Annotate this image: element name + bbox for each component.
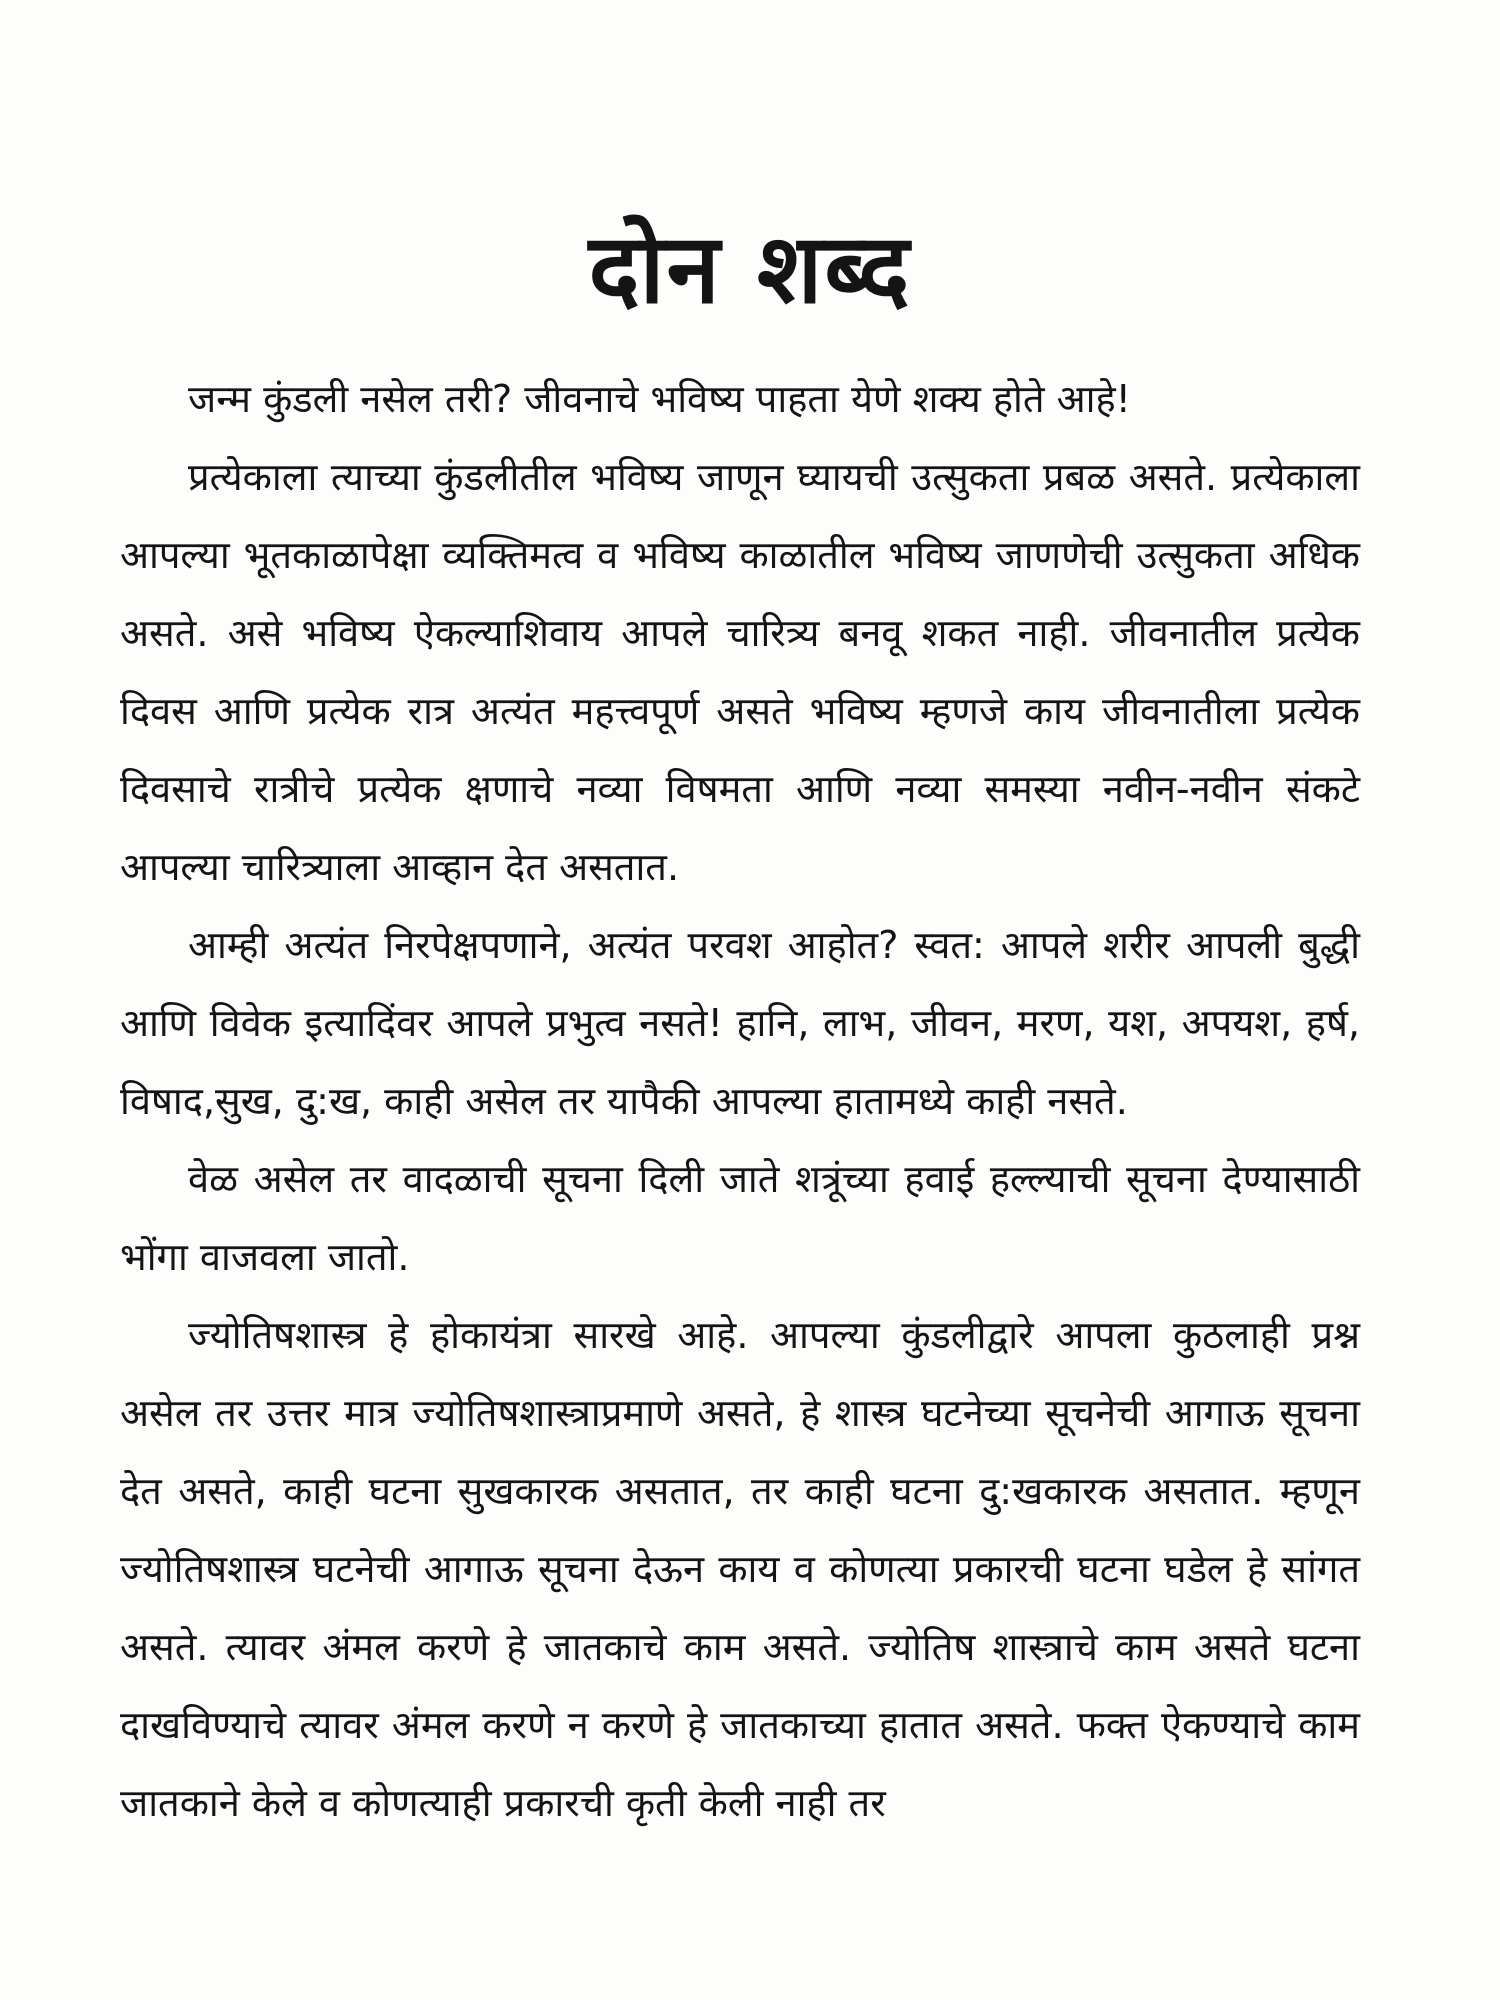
paragraph-4: वेळ असेल तर वादळाची सूचना दिली जाते शत्रूंच्या हवाई हल्ल्याची सूचना देण्यासाठी भोंगा वाजवला जातो. — [120, 1157, 1360, 1279]
page-title: दोन शब्द — [588, 213, 912, 326]
body-text — [120, 360, 1360, 1842]
paragraph-3: आम्ही अत्यंत निरपेक्षपणाने, अत्यंत परवश आहोत? स्वत: आपले शरीर आपली बुद्धी आणि विवेक इत्यादिंवर आपले प्रभुत्व नसते! हानि, लाभ, जीवन, मरण, यश, अपयश, हर्ष, विषाद,सुख, दु:ख, काही असेल तर यापैकी आपल्या हातामध्ये काही नसते. — [120, 923, 1360, 1123]
paragraph-5: ज्योतिषशास्त्र हे होकायंत्रा सारखे आहे. आपल्या कुंडलीद्वारे आपला कुठलाही प्रश्न असेल तर उत्तर मात्र ज्योतिषशास्त्राप्रमाणे असते, हे शास्त्र घटनेच्या सूचनेची आगाऊ सूचना देत असते, काही घटना सुखकारक असतात, तर काही घटना दु:खकारक असतात. म्हणून ज्योतिषशास्त्र घटनेची आगाऊ सूचना देऊन काय व कोणत्या प्रकारची घटना घडेल हे सांगत असते. त्यावर अंमल करणे हे जातकाचे काम असते. ज्योतिष शास्त्राचे काम असते घटना दाखविण्याचे त्यावर अंमल करणे न करणे हे जातकाच्या हातात असते. फक्त ऐकण्याचे काम जातकाने केले व कोणत्याही प्रकारची कृती केली नाही तर — [120, 1313, 1360, 1825]
paragraph-2: प्रत्येकाला त्याच्या कुंडलीतील भविष्य जाणून घ्यायची उत्सुकता प्रबळ असते. प्रत्येकाला आपल्या भूतकाळापेक्षा व्यक्तिमत्व व भविष्य काळातील भविष्य जाणणेची उत्सुकता अधिक असते. असे भविष्य ऐकल्याशिवाय आपले चारित्र्य बनवू शकत नाही. जीवनातील प्रत्येक दिवस आणि प्रत्येक रात्र अत्यंत महत्त्वपूर्ण असते भविष्य म्हणजे काय जीवनातीला प्रत्येक दिवसाचे रात्रीचे प्रत्येक क्षणाचे नव्या विषमता आणि नव्या समस्या नवीन-नवीन संकटे आपल्या चारित्र्याला आव्हान देत असतात. — [120, 455, 1360, 889]
paragraph-1: जन्म कुंडली नसेल तरी? जीवनाचे भविष्य पाहता येणे शक्य होते आहे! — [188, 377, 1131, 421]
